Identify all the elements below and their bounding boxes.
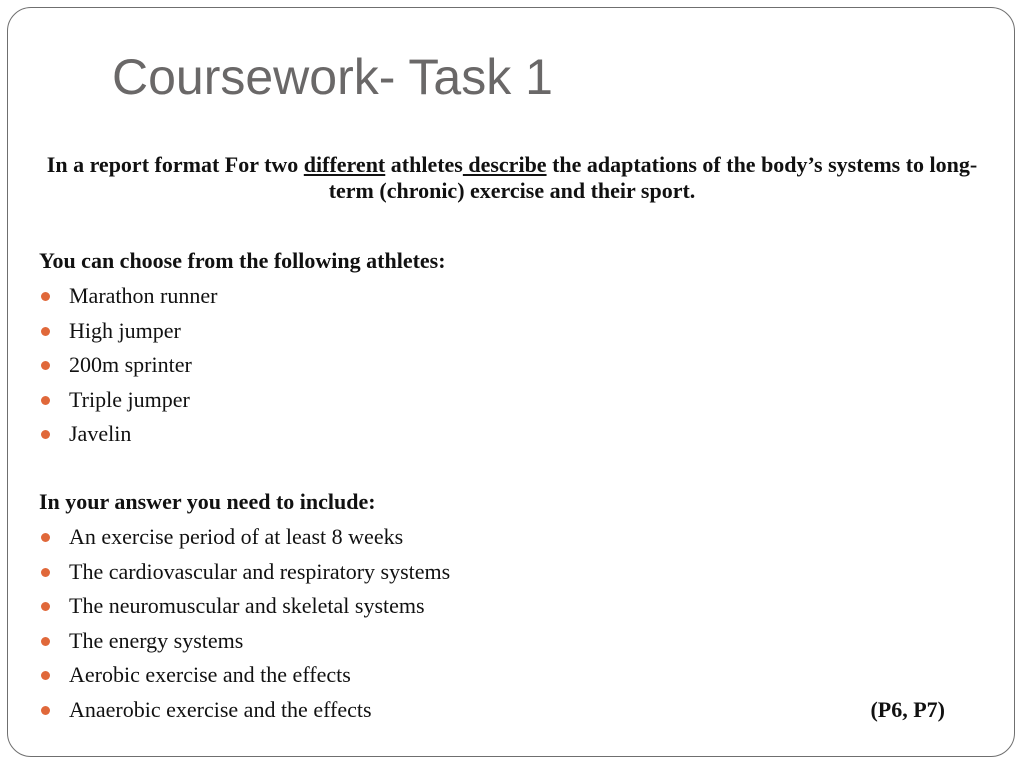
list-item-text: Javelin [69, 421, 132, 447]
intro-underlined-describe: describe [462, 152, 547, 177]
bullet-icon [41, 602, 50, 611]
list-item [39, 628, 959, 663]
list-item [39, 559, 959, 594]
list-item-text: Anaerobic exercise and the effects [69, 696, 372, 722]
list-item-text: Aerobic exercise and the effects [69, 662, 351, 688]
bullet-icon [41, 706, 50, 715]
bullet-icon [41, 568, 50, 577]
bullet-icon [41, 533, 50, 542]
list-item [39, 283, 959, 318]
intro-text-part-3: the adaptations of the body’s systems to long-term (chronic) exercise and their sport. [328, 152, 978, 203]
intro-underlined-different: different [303, 152, 386, 177]
list-item [39, 421, 959, 456]
requirements-list [39, 524, 959, 732]
bullet-icon [41, 671, 50, 680]
list-item-text: An exercise period of at least 8 weeks [69, 524, 404, 549]
bullet-icon [41, 430, 50, 439]
list-item-text: Marathon runner [69, 283, 218, 308]
requirements-heading: In your answer you need to include: [39, 489, 376, 514]
list-item [39, 524, 959, 559]
task-intro [28, 152, 996, 204]
bullet-icon [41, 327, 50, 336]
bullet-icon [41, 637, 50, 646]
list-item [39, 593, 959, 628]
list-item-text: 200m sprinter [69, 352, 192, 378]
slide-title: Coursework- Task 1 [112, 49, 553, 105]
list-item [39, 352, 959, 387]
bullet-icon [41, 292, 50, 301]
list-item [39, 318, 959, 353]
list-item-text: The neuromuscular and skeletal systems [69, 593, 425, 619]
intro-text-part-2: athletes [385, 152, 463, 177]
bullet-icon [41, 396, 50, 405]
list-item [39, 662, 959, 697]
assessment-criteria: (P6, P7) [870, 696, 945, 722]
list-item-text: The energy systems [69, 627, 244, 653]
list-item-text: High jumper [69, 317, 181, 343]
list-item [39, 697, 959, 732]
list-item-text: The cardiovascular and respiratory systems [69, 558, 451, 584]
intro-text-part-1: In a report format For two [46, 152, 304, 177]
list-item-text: Triple jumper [69, 386, 190, 412]
list-item [39, 387, 959, 422]
athletes-heading: You can choose from the following athletes: [39, 248, 446, 273]
athletes-list [39, 283, 959, 456]
bullet-icon [41, 361, 50, 370]
